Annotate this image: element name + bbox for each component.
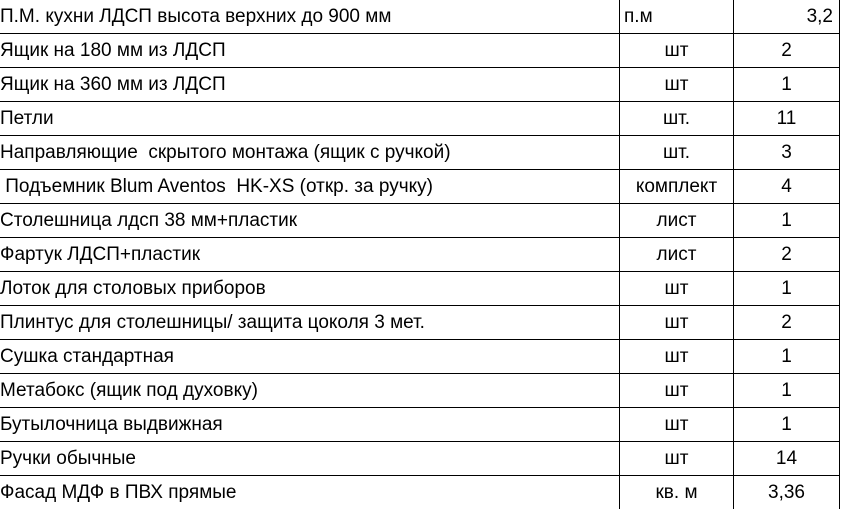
- item-qty-cell[interactable]: 1: [734, 272, 840, 306]
- table-row: [0, 68, 840, 102]
- item-qty-cell[interactable]: 3: [734, 136, 840, 170]
- table-row: [0, 102, 840, 136]
- table-row: [0, 34, 840, 68]
- item-unit-cell[interactable]: шт: [620, 306, 734, 340]
- table-row: [0, 374, 840, 408]
- item-qty-cell[interactable]: 1: [734, 204, 840, 238]
- table-row: [0, 0, 840, 34]
- item-name-cell[interactable]: Сушка стандартная: [0, 340, 620, 374]
- item-qty-cell[interactable]: 1: [734, 408, 840, 442]
- item-unit-cell[interactable]: шт: [620, 34, 734, 68]
- item-unit-cell[interactable]: шт: [620, 408, 734, 442]
- item-name-cell[interactable]: Направляющие скрытого монтажа (ящик с ручкой): [0, 136, 620, 170]
- item-qty-cell[interactable]: 1: [734, 374, 840, 408]
- item-unit-cell[interactable]: лист: [620, 204, 734, 238]
- item-unit-cell[interactable]: комплект: [620, 170, 734, 204]
- item-unit-cell[interactable]: шт: [620, 272, 734, 306]
- item-unit-cell[interactable]: кв. м: [620, 476, 734, 510]
- item-qty-cell[interactable]: 14: [734, 442, 840, 476]
- item-qty-cell[interactable]: 2: [734, 238, 840, 272]
- item-name-cell[interactable]: П.М. кухни ЛДСП высота верхних до 900 мм: [0, 0, 620, 34]
- item-unit-cell[interactable]: шт: [620, 340, 734, 374]
- table-row: [0, 238, 840, 272]
- table-row: [0, 306, 840, 340]
- item-name-cell[interactable]: Плинтус для столешницы/ защита цоколя 3 мет.: [0, 306, 620, 340]
- table-row: [0, 408, 840, 442]
- item-qty-cell[interactable]: 1: [734, 340, 840, 374]
- item-name-cell[interactable]: Фасад МДФ в ПВХ прямые: [0, 476, 620, 510]
- item-name-cell[interactable]: Петли: [0, 102, 620, 136]
- item-unit-cell[interactable]: шт: [620, 374, 734, 408]
- item-name-cell[interactable]: Подъемник Blum Aventos HK-XS (откр. за ручку): [0, 170, 620, 204]
- item-name-cell[interactable]: Лоток для столовых приборов: [0, 272, 620, 306]
- table-row: [0, 204, 840, 238]
- item-name-cell[interactable]: Ящик на 180 мм из ЛДСП: [0, 34, 620, 68]
- item-name-cell[interactable]: Фартук ЛДСП+пластик: [0, 238, 620, 272]
- item-unit-cell[interactable]: шт: [620, 68, 734, 102]
- item-qty-cell[interactable]: 11: [734, 102, 840, 136]
- table-row: [0, 476, 840, 510]
- table-row: [0, 170, 840, 204]
- table-row: [0, 340, 840, 374]
- item-unit-cell[interactable]: шт.: [620, 136, 734, 170]
- item-unit-cell[interactable]: шт: [620, 442, 734, 476]
- item-qty-cell[interactable]: 3,2: [734, 0, 840, 34]
- item-qty-cell[interactable]: 4: [734, 170, 840, 204]
- table-row: [0, 272, 840, 306]
- item-unit-cell[interactable]: лист: [620, 238, 734, 272]
- item-name-cell[interactable]: Ящик на 360 мм из ЛДСП: [0, 68, 620, 102]
- item-qty-cell[interactable]: 1: [734, 68, 840, 102]
- item-unit-cell[interactable]: п.м: [620, 0, 734, 34]
- item-name-cell[interactable]: Столешница лдсп 38 мм+пластик: [0, 204, 620, 238]
- item-name-cell[interactable]: Метабокс (ящик под духовку): [0, 374, 620, 408]
- table-row: [0, 136, 840, 170]
- item-qty-cell[interactable]: 3,36: [734, 476, 840, 510]
- item-name-cell[interactable]: Бутылочница выдвижная: [0, 408, 620, 442]
- item-name-cell[interactable]: Ручки обычные: [0, 442, 620, 476]
- item-qty-cell[interactable]: 2: [734, 306, 840, 340]
- table-row: [0, 442, 840, 476]
- item-unit-cell[interactable]: шт.: [620, 102, 734, 136]
- item-qty-cell[interactable]: 2: [734, 34, 840, 68]
